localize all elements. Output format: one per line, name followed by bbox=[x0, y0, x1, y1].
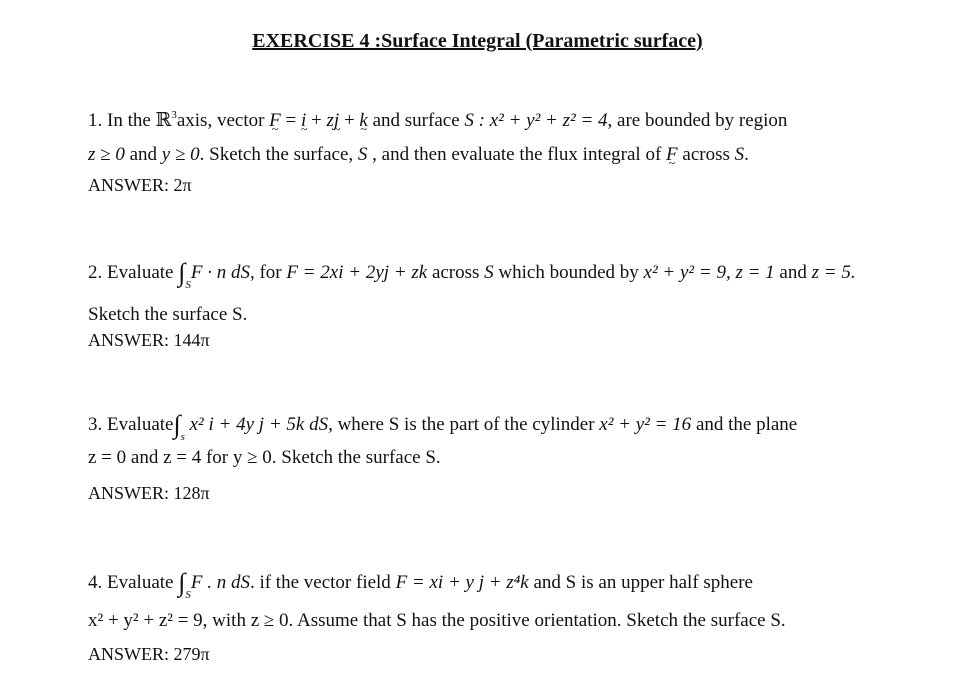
q1-space-exp: 3 bbox=[171, 109, 177, 121]
q2-integrand: F · n dS bbox=[190, 262, 250, 283]
q1-z: z bbox=[326, 110, 334, 131]
q1-intro: 1. In the bbox=[88, 110, 156, 131]
q2-bounded: which bounded by bbox=[493, 262, 644, 283]
q4-sub: S bbox=[185, 589, 191, 601]
q1-cond-2: y ≥ 0 bbox=[161, 144, 200, 165]
q1-bounded: , are bounded by region bbox=[607, 110, 788, 131]
q1-vec-k: k ~ bbox=[359, 110, 367, 132]
q2-and: and bbox=[774, 262, 812, 283]
q1-plus-1: + bbox=[306, 110, 327, 131]
q1-vec-j: j ~ bbox=[334, 110, 339, 132]
q1-and-surface: and surface bbox=[367, 110, 465, 131]
q1-surface-eq: S : x² + y² + z² = 4 bbox=[464, 110, 608, 131]
q2-sub: S bbox=[185, 279, 191, 291]
q2-sketch: Sketch the surface S. bbox=[88, 304, 248, 325]
q2-evaluate: 2. Evaluate bbox=[88, 262, 179, 283]
q1-answer: ANSWER: 2π bbox=[88, 175, 192, 195]
q1-vec-f-2: F ~ bbox=[666, 144, 678, 166]
q2-line-1 bbox=[88, 255, 856, 291]
q4-upper: and S is an upper half sphere bbox=[528, 572, 753, 593]
q1-line-1 bbox=[88, 109, 787, 132]
q4-if: . if the vector field bbox=[249, 572, 396, 593]
q3-cyl: x² + y² = 16 bbox=[599, 414, 692, 435]
q1-vec-i: i ~ bbox=[301, 110, 306, 132]
q1-sketch: . Sketch the surface, bbox=[199, 144, 358, 165]
integral-sign: ∫ bbox=[173, 410, 181, 439]
q2-z5: z = 5. bbox=[811, 262, 856, 283]
q1-line-2 bbox=[88, 144, 749, 166]
q2-answer: ANSWER: 144π bbox=[88, 330, 210, 350]
q1-then: , and then evaluate the flux integral of bbox=[367, 144, 667, 165]
q2-across: across bbox=[427, 262, 485, 283]
q3-where: where S is the part of the cylinder bbox=[332, 414, 600, 435]
q3-evaluate: 3. Evaluate bbox=[88, 414, 174, 435]
q4-evaluate: 4. Evaluate bbox=[88, 572, 179, 593]
q4-line-2: x² + y² + z² = 9, with z ≥ 0. Assume that S has the positive orientation. Sketch the surface S. bbox=[88, 610, 786, 631]
q1-s-2: S bbox=[734, 144, 745, 165]
q4-field: F = xi + y j + z⁴k bbox=[395, 572, 529, 593]
integral-sign: ∫ bbox=[178, 568, 186, 597]
q2-s: S bbox=[484, 262, 494, 283]
q4-line-1 bbox=[88, 565, 753, 601]
q1-plus-2: + bbox=[339, 110, 360, 131]
q3-plane: and the plane bbox=[691, 414, 798, 435]
q1-cond-1: z ≥ 0 bbox=[88, 144, 125, 165]
q3-answer: ANSWER: 128π bbox=[88, 483, 210, 503]
q1-and: and bbox=[124, 144, 162, 165]
q1-eq: = bbox=[280, 110, 301, 131]
q1-across: across bbox=[677, 144, 735, 165]
q3-line-2: z = 0 and z = 4 for y ≥ 0. Sketch the surface S. bbox=[88, 447, 441, 468]
q1-after-space: axis, vector bbox=[176, 110, 270, 131]
q1-vec-f: F ~ bbox=[269, 110, 281, 132]
integral-sign: ∫ bbox=[178, 258, 186, 287]
q1-s: S bbox=[357, 144, 368, 165]
q3-line-1 bbox=[88, 407, 798, 443]
q1-space: ℝ bbox=[155, 110, 172, 131]
q2-for: , for bbox=[249, 262, 287, 283]
q4-answer: ANSWER: 279π bbox=[88, 644, 210, 664]
q2-field: F = 2xi + 2yj + zk bbox=[286, 262, 428, 283]
q3-integrand: x² i + 4y j + 5k dS, bbox=[184, 414, 333, 435]
page-title: EXERCISE 4 :Surface Integral (Parametric surface) bbox=[252, 30, 703, 52]
q1-period: . bbox=[744, 144, 749, 165]
q3-sub: s bbox=[180, 431, 185, 443]
q4-integrand: F . n dS bbox=[190, 572, 250, 593]
q2-eqs: x² + y² = 9, z = 1 bbox=[643, 262, 775, 283]
